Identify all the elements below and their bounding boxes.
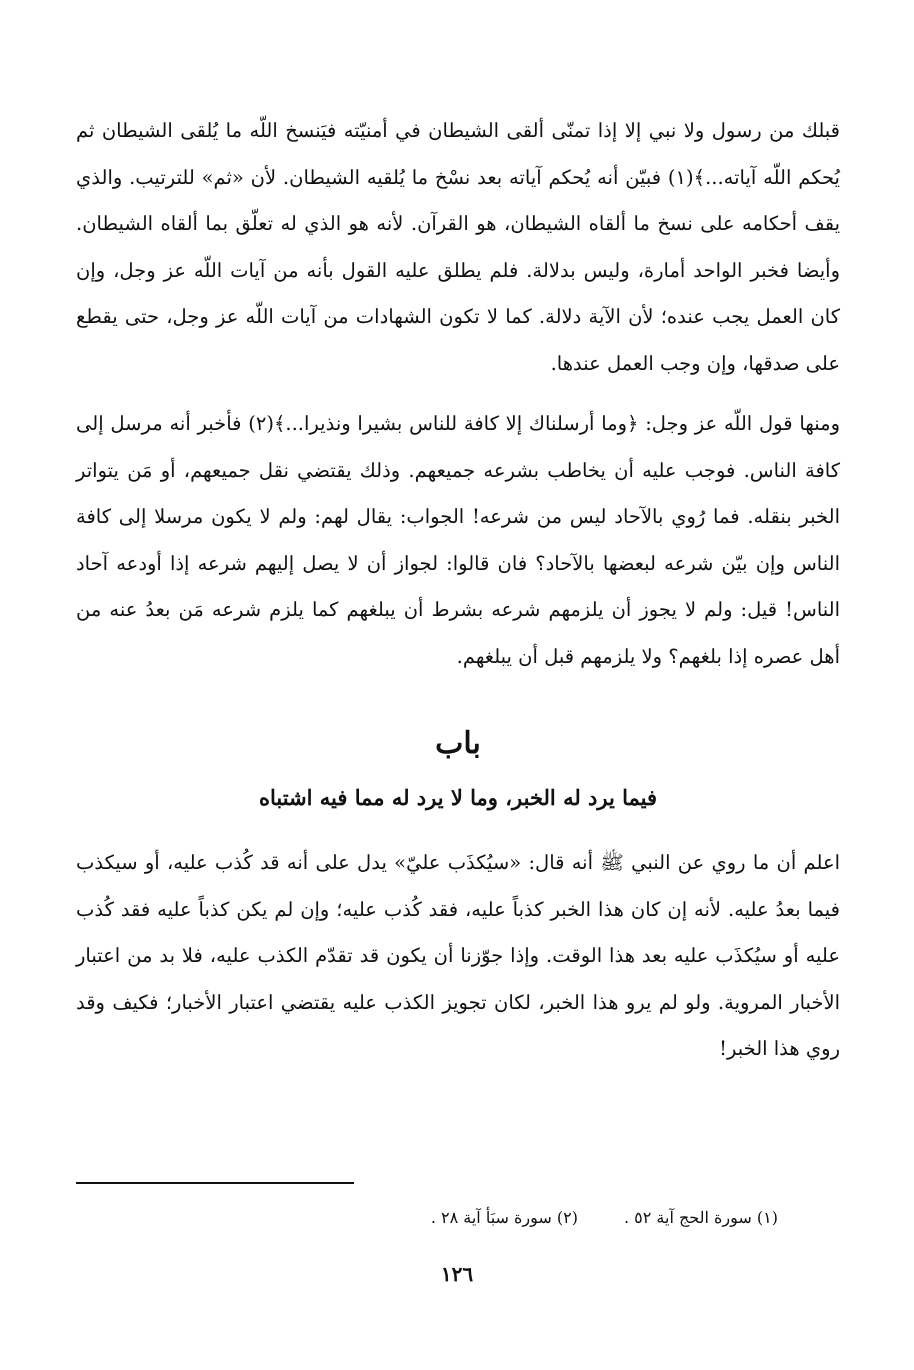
footnote-divider: [76, 1182, 354, 1184]
paragraph-1: قبلك من رسول ولا نبي إلا إذا تمنّى ألقى الشيطان في أمنيّته فيَنسخ اللّه ما يُلقى الشيطان ثم يُحكم اللّه آياته...﴾(١) فبيّن أنه يُحكم آياته بعد نسْخ ما يُلقيه الشيطان. لأن «ثم» للترتيب. والذي يقف أحكامه على نسخ ما ألقاه الشيطان، هو القرآن. لأنه هو الذي له تعلّق بما ألقاه الشيطان. وأيضا فخبر الواحد أمارة، وليس بدلالة. فلم يطلق عليه القول بأنه من آيات اللّه عز وجل، وإن كان العمل يجب عنده؛ لأن الآية دلالة. كما لا تكون الشهادات من آيات اللّه عز وجل، حتى يقطع على صدقها، وإن وجب العمل عندها.: [76, 119, 840, 375]
chapter-title: باب: [435, 726, 481, 761]
footnote-1: (١) سورة الحج آية ٥٢ .: [623, 1208, 778, 1227]
footnotes: [76, 1205, 778, 1231]
page-body: [76, 108, 840, 1073]
page-number: ١٢٦: [440, 1262, 474, 1286]
paragraph-2: ومنها قول اللّه عز وجل: ﴿وما أرسلناك إلا كافة للناس بشيرا ونذيرا...﴾(٢) فأخبر أنه مرسل إلى كافة الناس. فوجب عليه أن يخاطب بشرعه جميعهم. وذلك يقتضي نقل جميعهم، أو مَن يتواتر الخبر بنقله. فما رُوي بالآحاد ليس من شرعه! الجواب: يقال لهم: ولم لا يكون مرسلا إلى كافة الناس وإن بيّن شرعه لبعضها بالآحاد؟ فان قالوا: لجواز أن لا يصل إليهم شرعه إذا أودعه آحاد الناس! قيل: ولم لا يجوز أن يلزمهم شرعه بشرط أن يبلغهم كما يلزم شرعه مَن بعدُ عنه من أهل عصره إذا بلغهم؟ ولا يلزمهم قبل أن يبلغهم.: [76, 412, 840, 668]
paragraph-3: اعلم أن ما روي عن النبي ﷺ أنه قال: «سيُكذَب عليّ» يدل على أنه قد كُذب عليه، أو سيكذب فيما بعدُ عليه. لأنه إن كان هذا الخبر كذباً عليه، فقد كُذب عليه؛ وإن لم يكن كذباً عليه فقد كُذب عليه أو سيُكذَب عليه بعد هذا الوقت. وإذا جوّزنا أن يكون قد تقدّم الكذب عليه، فلا بد من اعتبار الأخبار المروية. ولو لم يرو هذا الخبر، لكان تجويز الكذب عليه يقتضي اعتبار الأخبار؛ فكيف وقد روي هذا الخبر!: [76, 851, 840, 1060]
chapter-subtitle: فيما يرد له الخبر، وما لا يرد له مما فيه اشتباه: [258, 785, 658, 810]
footnote-2: (٢) سورة سبَأ آية ٢٨ .: [430, 1208, 578, 1227]
